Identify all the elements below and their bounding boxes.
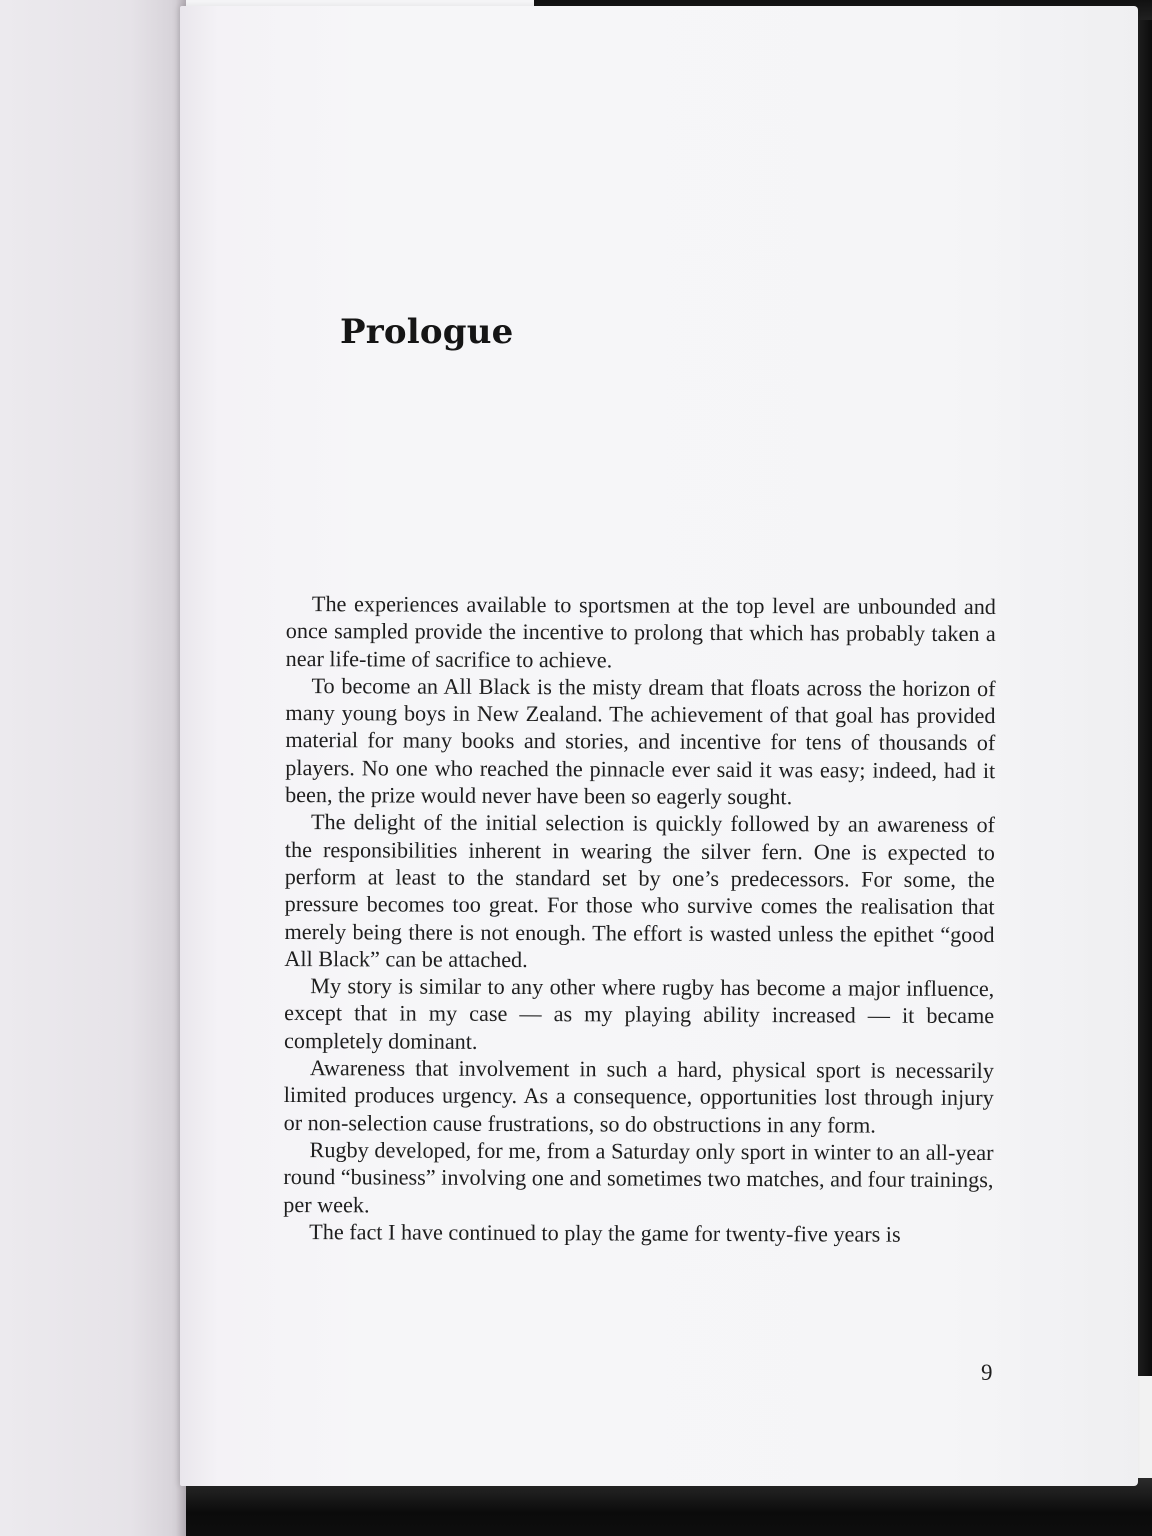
paragraph: Rugby developed, for me, from a Saturday only sport in winter to an all-year round “business” involving one and sometimes two matches, and four trainings, per week. <box>283 1137 994 1217</box>
prologue-body-text <box>283 590 996 1248</box>
chapter-heading: Prologue <box>340 312 514 352</box>
paragraph: The delight of the initial selection is quickly followed by an awareness of the responsibilities inherent in wearing the silver fern. One is expected to perform at least to the standard set by one’s predecessors. For some, the pressure becomes too great. For those who survive comes the realisation that merely being there is not enough. The effort is wasted unless the epithet “good All Black” can be attached. <box>284 809 996 972</box>
page-number: 9 <box>981 1360 993 1385</box>
paragraph: The fact I have continued to play the game for twenty-five years is <box>309 1218 901 1247</box>
paragraph: My story is similar to any other where rugby has become a major influence, except that in my case — as my playing ability increased — it became completely dominant. <box>283 973 995 1054</box>
previous-page-edge <box>0 0 186 1536</box>
paragraph: To become an All Black is the misty dream that floats across the horizon of many young boys in New Zealand. The achievement of that goal has provided material for many books and stories, and incentive for tens of thousands of players. No one who reached the pinnacle ever said it was easy; indeed, had it been, the prize would never have been so eagerly sought. <box>285 673 996 810</box>
book-cover-bottom-edge <box>150 1478 1152 1536</box>
paragraph: Awareness that involvement in such a hard, physical sport is necessarily limited produces urgency. As a consequence, opportunities lost through injury or non-selection cause frustrations, so do obstructions in any form. <box>283 1055 994 1138</box>
paragraph: The experiences available to sportsmen at the top level are unbounded and once sampled provide the incentive to prolong that which has probably taken a near life-time of sacrifice to achieve. <box>285 591 996 673</box>
book-page <box>180 6 1138 1486</box>
